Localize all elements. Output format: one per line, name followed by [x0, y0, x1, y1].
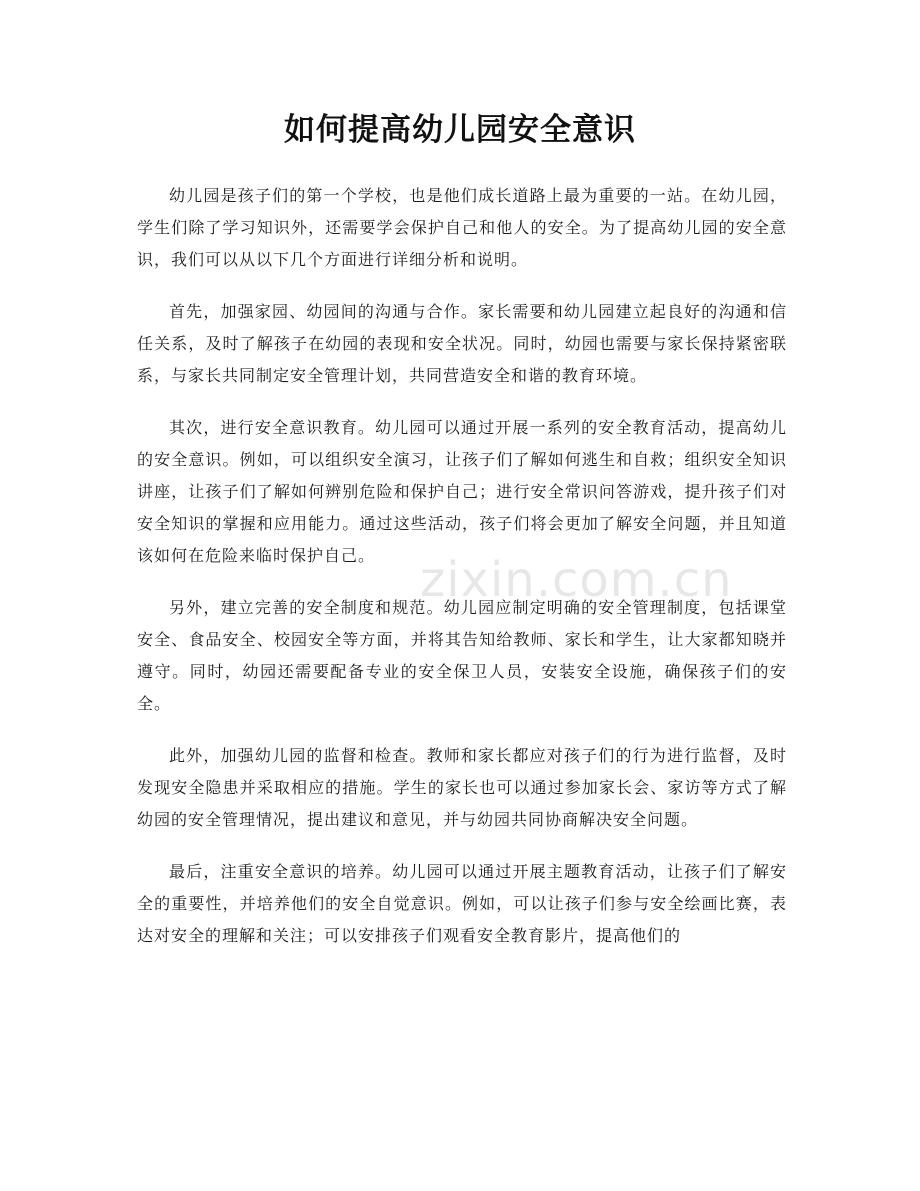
paragraph-communication: 首先，加强家园、幼园间的沟通与合作。家长需要和幼儿园建立起良好的沟通和信任关系，及时了解孩子在幼园的表现和安全状况。同时，幼园也需要与家长保持紧密联系，与家长共同制定安全管理计划，共同营造安全和谐的教育环境。	[137, 302, 787, 385]
paragraph-supervision: 此外，加强幼儿园的监督和检查。教师和家长都应对孩子们的行为进行监督，及时发现安全隐患并采取相应的措施。学生的家长也可以通过参加家长会、家访等方式了解幼园的安全管理情况，提出建议和意见，并与幼园共同协商解决安全问题。	[137, 746, 787, 829]
document-title: 如何提高幼儿园安全意识	[284, 112, 636, 148]
document-body	[137, 180, 787, 972]
watermark-text: zixin.com.cn	[420, 552, 733, 608]
paragraph-intro: 幼儿园是孩子们的第一个学校，也是他们成长道路上最为重要的一站。在幼儿园，学生们除了学习知识外，还需要学会保护自己和他人的安全。为了提高幼儿园的安全意识，我们可以从以下几个方面进行详细分析和说明。	[137, 186, 787, 269]
paragraph-rules: 另外，建立完善的安全制度和规范。幼儿园应制定明确的安全管理制度，包括课堂安全、食品安全、校园安全等方面，并将其告知给教师、家长和学生，让大家都知晓并遵守。同时，幼园还需要配备专业的安全保卫人员，安装安全设施，确保孩子们的安全。	[137, 598, 787, 713]
paragraph-education: 其次，进行安全意识教育。幼儿园可以通过开展一系列的安全教育活动，提高幼儿的安全意识。例如，可以组织安全演习，让孩子们了解如何逃生和自救；组织安全知识讲座，让孩子们了解如何辨别危险和保护自己；进行安全常识问答游戏，提升孩子们对安全知识的掌握和应用能力。通过这些活动，孩子们将会更加了解安全问题，并且知道该如何在危险来临时保护自己。	[137, 418, 787, 565]
paragraph-cultivation: 最后，注重安全意识的培养。幼儿园可以通过开展主题教育活动，让孩子们了解安全的重要性，并培养他们的安全自觉意识。例如，可以让孩子们参与安全绘画比赛，表达对安全的理解和关注；可以安排孩子们观看安全教育影片，提高他们的	[137, 862, 787, 945]
